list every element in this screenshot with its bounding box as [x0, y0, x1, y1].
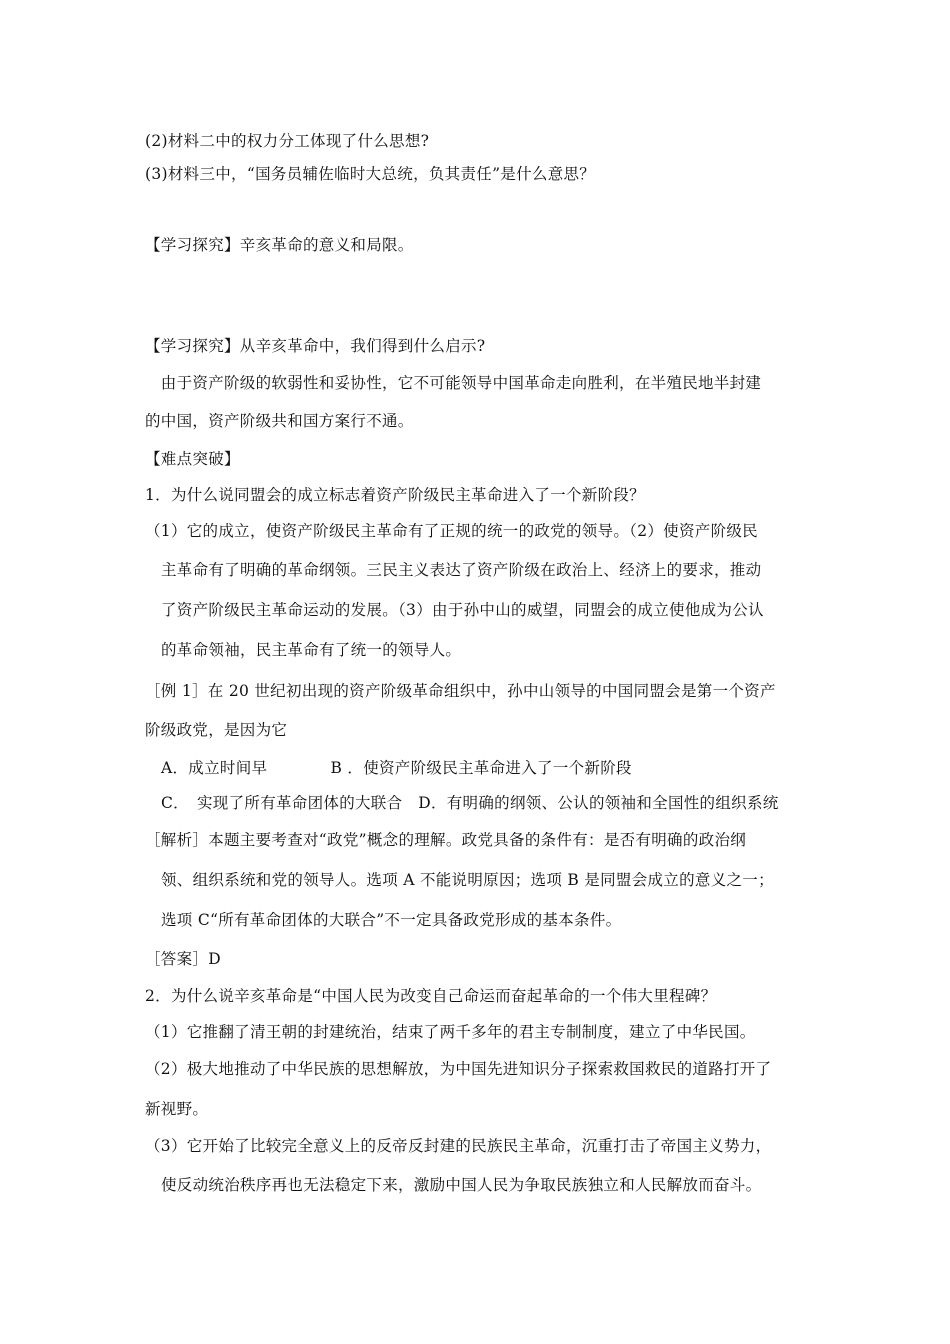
- answer-2-point-1: （1）它推翻了清王朝的封建统治，结束了两千多年的君主专制制度，建立了中华民国。: [145, 1023, 756, 1041]
- answer-1-line-4: 的革命领袖，民主革命有了统一的领导人。: [161, 641, 462, 659]
- example-1-line-1: ［例 1］在 20 世纪初出现的资产阶级革命组织中，孙中山领导的中国同盟会是第一个资产: [145, 682, 776, 700]
- question-3: (3)材料三中，“国务员辅佐临时大总统，负其责任”是什么意思？: [145, 165, 596, 183]
- answer-2-point-3: （3）它开始了比较完全意义上的反帝反封建的民族民主革命，沉重打击了帝国主义势力，: [145, 1137, 772, 1155]
- analysis-line-2: 领、组织系统和党的领导人。选项 A 不能说明原因；选项 B 是同盟会成立的意义之一；: [161, 871, 774, 889]
- question-2: (2)材料二中的权力分工体现了什么思想?: [145, 132, 430, 150]
- answer-2-point-2-cont: 新视野。: [145, 1100, 209, 1118]
- example-1-line-2: 阶级政党，是因为它: [145, 721, 288, 739]
- answer-label: ［答案］D: [145, 950, 221, 968]
- answer-1-line-2: 主革命有了明确的革命纲领。三民主义表达了资产阶级在政治上、经济上的要求，推动: [161, 561, 762, 579]
- difficulty-heading: 【难点突破】: [145, 450, 240, 468]
- difficulty-question-2: 2．为什么说辛亥革命是“中国人民为改变自己命运而奋起革命的一个伟大里程碑？: [145, 987, 717, 1005]
- answer-1-line-1: （1）它的成立，使资产阶级民主革命有了正规的统一的政党的领导。（2）使资产阶级民: [145, 522, 758, 540]
- study-inquiry-heading-1: 【学习探究】辛亥革命的意义和局限。: [145, 236, 414, 254]
- analysis-line-3: 选项 C“所有革命团体的大联合”不一定具备政党形成的基本条件。: [161, 911, 622, 929]
- answer-2-point-2: （2）极大地推动了中华民族的思想解放，为中国先进知识分子探索救国救民的道路打开了: [145, 1060, 772, 1078]
- inquiry-answer-line-2: 的中国，资产阶级共和国方案行不通。: [145, 412, 414, 430]
- example-options-ab: A．成立时间早 B ．使资产阶级民主革命进入了一个新阶段: [161, 759, 632, 777]
- answer-1-line-3: 了资产阶级民主革命运动的发展。（3）由于孙中山的威望，同盟会的成立使他成为公认: [161, 601, 764, 619]
- analysis-line-1: ［解析］本题主要考查对“政党”概念的理解。政党具备的条件有：是否有明确的政治纲: [145, 831, 747, 849]
- example-options-cd: C． 实现了所有革命团体的大联合 D．有明确的纲领、公认的领袖和全国性的组织系统: [161, 794, 779, 812]
- study-inquiry-heading-2: 【学习探究】从辛亥革命中，我们得到什么启示?: [145, 337, 486, 355]
- answer-2-point-3-cont: 使反动统治秩序再也无法稳定下来，激励中国人民为争取民族独立和人民解放而奋斗。: [161, 1176, 762, 1194]
- difficulty-question-1: 1．为什么说同盟会的成立标志着资产阶级民主革命进入了一个新阶段？: [145, 486, 645, 504]
- inquiry-answer-line-1: 由于资产阶级的软弱性和妥协性，它不可能领导中国革命走向胜利，在半殖民地半封建: [145, 374, 762, 392]
